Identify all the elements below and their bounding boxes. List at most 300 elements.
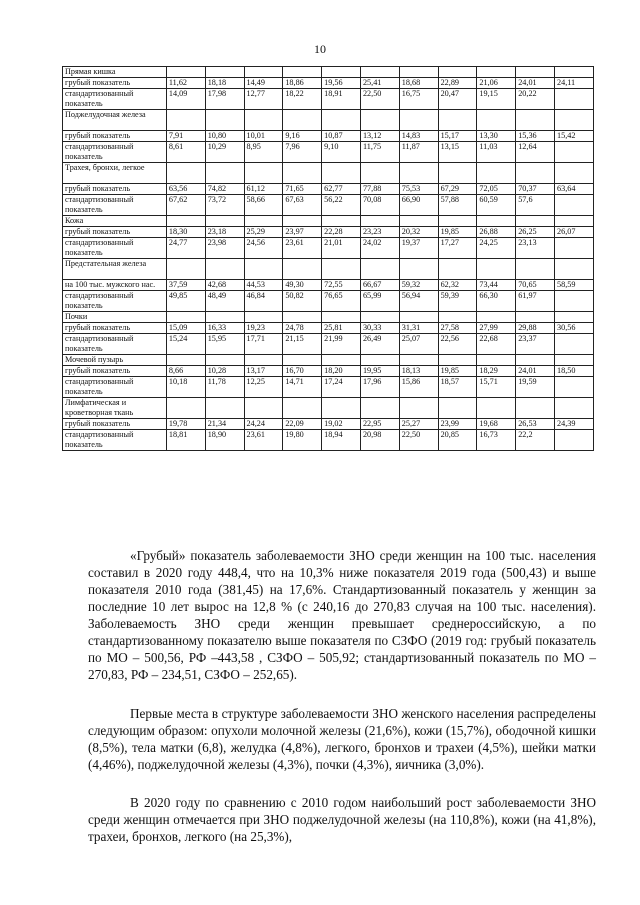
empty-cell [360, 355, 399, 366]
section-title: Кожа [63, 216, 167, 227]
empty-cell [244, 110, 283, 131]
value-cell: 8,66 [166, 366, 205, 377]
value-cell: 23,97 [283, 227, 322, 238]
empty-cell [360, 110, 399, 131]
section-header-row [63, 110, 594, 131]
empty-cell [205, 67, 244, 78]
value-cell: 26,07 [555, 227, 594, 238]
value-cell: 12,25 [244, 377, 283, 398]
value-cell: 24,02 [360, 238, 399, 259]
table-row [63, 280, 594, 291]
value-cell: 17,27 [438, 238, 477, 259]
table-row [63, 377, 594, 398]
empty-cell [516, 110, 555, 131]
value-cell: 14,49 [244, 78, 283, 89]
value-cell: 19,56 [322, 78, 361, 89]
empty-cell [244, 67, 283, 78]
value-cell: 18,81 [166, 430, 205, 451]
value-cell: 23,99 [438, 419, 477, 430]
value-cell: 24,25 [477, 238, 516, 259]
row-label: на 100 тыс. мужского нас. [63, 280, 167, 291]
value-cell: 19,15 [477, 89, 516, 110]
value-cell: 60,59 [477, 195, 516, 216]
empty-cell [555, 312, 594, 323]
value-cell: 75,53 [399, 184, 438, 195]
value-cell: 49,85 [166, 291, 205, 312]
value-cell: 10,80 [205, 131, 244, 142]
value-cell: 16,33 [205, 323, 244, 334]
value-cell: 17,24 [322, 377, 361, 398]
value-cell: 18,90 [205, 430, 244, 451]
section-header-row [63, 163, 594, 184]
value-cell: 61,97 [516, 291, 555, 312]
value-cell: 19,85 [438, 366, 477, 377]
empty-cell [283, 67, 322, 78]
empty-cell [360, 216, 399, 227]
value-cell: 16,70 [283, 366, 322, 377]
value-cell: 24,56 [244, 238, 283, 259]
value-cell: 63,64 [555, 184, 594, 195]
table-row [63, 291, 594, 312]
value-cell: 20,47 [438, 89, 477, 110]
value-cell: 23,61 [283, 238, 322, 259]
empty-cell [166, 163, 205, 184]
value-cell: 49,30 [283, 280, 322, 291]
empty-cell [283, 312, 322, 323]
value-cell: 15,09 [166, 323, 205, 334]
empty-cell [516, 259, 555, 280]
value-cell: 57,88 [438, 195, 477, 216]
empty-cell [166, 67, 205, 78]
value-cell: 66,67 [360, 280, 399, 291]
row-label: стандартизованный показатель [63, 377, 167, 398]
section-header-row [63, 398, 594, 419]
value-cell: 25,27 [399, 419, 438, 430]
value-cell: 10,28 [205, 366, 244, 377]
empty-cell [555, 259, 594, 280]
value-cell: 22,28 [322, 227, 361, 238]
row-label: грубый показатель [63, 366, 167, 377]
value-cell: 10,01 [244, 131, 283, 142]
value-cell: 9,10 [322, 142, 361, 163]
value-cell: 18,86 [283, 78, 322, 89]
value-cell: 59,39 [438, 291, 477, 312]
section-title: Мочевой пузырь [63, 355, 167, 366]
value-cell: 70,65 [516, 280, 555, 291]
empty-cell [477, 312, 516, 323]
section-title: Предстательная железа [63, 259, 167, 280]
value-cell: 18,68 [399, 78, 438, 89]
empty-cell [399, 216, 438, 227]
empty-cell [283, 216, 322, 227]
empty-cell [399, 312, 438, 323]
value-cell: 57,6 [516, 195, 555, 216]
value-cell: 21,99 [322, 334, 361, 355]
value-cell: 19,85 [438, 227, 477, 238]
value-cell: 72,05 [477, 184, 516, 195]
value-cell: 20,22 [516, 89, 555, 110]
row-label: стандартизованный показатель [63, 142, 167, 163]
value-cell: 73,44 [477, 280, 516, 291]
empty-cell [166, 110, 205, 131]
value-cell: 21,34 [205, 419, 244, 430]
value-cell: 10,87 [322, 131, 361, 142]
empty-cell [322, 259, 361, 280]
value-cell: 15,24 [166, 334, 205, 355]
value-cell: 18,29 [477, 366, 516, 377]
value-cell [555, 195, 594, 216]
empty-cell [555, 110, 594, 131]
value-cell: 18,20 [322, 366, 361, 377]
empty-cell [555, 398, 594, 419]
value-cell: 19,59 [516, 377, 555, 398]
empty-cell [360, 259, 399, 280]
table-row [63, 238, 594, 259]
empty-cell [166, 355, 205, 366]
value-cell: 10,18 [166, 377, 205, 398]
empty-cell [205, 216, 244, 227]
value-cell: 66,30 [477, 291, 516, 312]
empty-cell [399, 110, 438, 131]
value-cell: 13,15 [438, 142, 477, 163]
empty-cell [244, 398, 283, 419]
empty-cell [555, 216, 594, 227]
empty-cell [205, 163, 244, 184]
empty-cell [205, 312, 244, 323]
value-cell [555, 291, 594, 312]
empty-cell [438, 398, 477, 419]
value-cell [555, 238, 594, 259]
empty-cell [399, 163, 438, 184]
empty-cell [477, 259, 516, 280]
empty-cell [438, 163, 477, 184]
section-header-row [63, 355, 594, 366]
value-cell: 18,57 [438, 377, 477, 398]
value-cell: 19,23 [244, 323, 283, 334]
row-label: стандартизованный показатель [63, 89, 167, 110]
value-cell: 23,18 [205, 227, 244, 238]
empty-cell [322, 398, 361, 419]
empty-cell [283, 259, 322, 280]
empty-cell [438, 67, 477, 78]
empty-cell [244, 216, 283, 227]
section-title: Лимфатическая и кроветворная ткань [63, 398, 167, 419]
value-cell [555, 334, 594, 355]
empty-cell [205, 398, 244, 419]
value-cell: 22,89 [438, 78, 477, 89]
paragraph-text: «Грубый» показатель заболеваемости ЗНО среди женщин на 100 тыс. населения составил в 2020 году 448,4, что на 10,3% ниже показателя 2019 года (500,43) и выше показателя 2010 года (381,45) на 17,6%. Стандартизованный показатель у женщин за последние 10 лет вырос на 12,8 % (с 240,16 до 270,83 случая на 100 тыс. населения). Заболеваемость ЗНО среди женщин превышает среднероссийскую, а по стандартизованному показателю выше показателя по СЗФО (2019 год: грубый показатель по МО – 500,56, РФ –443,58 , СЗФО – 505,92; стандартизованный показатель по МО – 270,83, РФ – 234,51, СЗФО – 252,65). [88, 548, 596, 682]
page-number: 10 [314, 42, 326, 56]
value-cell: 50,82 [283, 291, 322, 312]
value-cell: 22,09 [283, 419, 322, 430]
value-cell: 21,15 [283, 334, 322, 355]
value-cell: 8,61 [166, 142, 205, 163]
value-cell: 15,71 [477, 377, 516, 398]
value-cell: 22,2 [516, 430, 555, 451]
value-cell: 48,49 [205, 291, 244, 312]
value-cell: 71,65 [283, 184, 322, 195]
empty-cell [516, 163, 555, 184]
empty-cell [322, 67, 361, 78]
value-cell: 17,98 [205, 89, 244, 110]
empty-cell [322, 312, 361, 323]
empty-cell [283, 163, 322, 184]
empty-cell [283, 355, 322, 366]
value-cell: 26,53 [516, 419, 555, 430]
value-cell [555, 89, 594, 110]
empty-cell [166, 216, 205, 227]
table-row [63, 366, 594, 377]
value-cell: 23,61 [244, 430, 283, 451]
value-cell: 56,94 [399, 291, 438, 312]
value-cell: 15,36 [516, 131, 555, 142]
value-cell: 12,77 [244, 89, 283, 110]
section-header-row [63, 259, 594, 280]
empty-cell [516, 216, 555, 227]
value-cell: 19,78 [166, 419, 205, 430]
section-title: Поджелудочная железа [63, 110, 167, 131]
value-cell: 23,98 [205, 238, 244, 259]
value-cell: 25,07 [399, 334, 438, 355]
value-cell: 30,33 [360, 323, 399, 334]
value-cell: 16,75 [399, 89, 438, 110]
empty-cell [555, 355, 594, 366]
value-cell: 18,30 [166, 227, 205, 238]
value-cell: 26,25 [516, 227, 555, 238]
empty-cell [438, 259, 477, 280]
value-cell: 37,59 [166, 280, 205, 291]
empty-cell [438, 355, 477, 366]
empty-cell [205, 355, 244, 366]
empty-cell [438, 216, 477, 227]
empty-cell [322, 355, 361, 366]
value-cell: 15,95 [205, 334, 244, 355]
value-cell: 62,32 [438, 280, 477, 291]
empty-cell [360, 163, 399, 184]
empty-cell [166, 312, 205, 323]
empty-cell [477, 216, 516, 227]
empty-cell [555, 67, 594, 78]
empty-cell [555, 163, 594, 184]
table-row [63, 227, 594, 238]
value-cell: 24,24 [244, 419, 283, 430]
empty-cell [477, 110, 516, 131]
value-cell: 10,29 [205, 142, 244, 163]
row-label: стандартизованный показатель [63, 238, 167, 259]
value-cell: 25,41 [360, 78, 399, 89]
value-cell: 67,63 [283, 195, 322, 216]
row-label: грубый показатель [63, 323, 167, 334]
empty-cell [477, 163, 516, 184]
value-cell: 23,37 [516, 334, 555, 355]
value-cell: 59,32 [399, 280, 438, 291]
section-title: Почки [63, 312, 167, 323]
value-cell: 21,06 [477, 78, 516, 89]
value-cell: 77,88 [360, 184, 399, 195]
empty-cell [438, 312, 477, 323]
value-cell: 22,50 [399, 430, 438, 451]
value-cell: 26,49 [360, 334, 399, 355]
empty-cell [322, 163, 361, 184]
value-cell: 14,83 [399, 131, 438, 142]
value-cell: 66,90 [399, 195, 438, 216]
empty-cell [283, 398, 322, 419]
value-cell: 11,87 [399, 142, 438, 163]
incidence-table [62, 66, 594, 451]
empty-cell [399, 398, 438, 419]
value-cell: 18,18 [205, 78, 244, 89]
section-title: Прямая кишка [63, 67, 167, 78]
value-cell: 22,56 [438, 334, 477, 355]
value-cell: 56,22 [322, 195, 361, 216]
table-row [63, 78, 594, 89]
value-cell: 22,95 [360, 419, 399, 430]
empty-cell [205, 259, 244, 280]
table-row [63, 184, 594, 195]
value-cell: 31,31 [399, 323, 438, 334]
value-cell: 24,77 [166, 238, 205, 259]
empty-cell [438, 110, 477, 131]
value-cell: 67,62 [166, 195, 205, 216]
table-row [63, 419, 594, 430]
row-label: грубый показатель [63, 184, 167, 195]
empty-cell [244, 259, 283, 280]
value-cell [555, 142, 594, 163]
table-row [63, 131, 594, 142]
value-cell: 73,72 [205, 195, 244, 216]
value-cell: 13,30 [477, 131, 516, 142]
empty-cell [360, 67, 399, 78]
value-cell: 7,96 [283, 142, 322, 163]
empty-cell [283, 110, 322, 131]
value-cell [555, 430, 594, 451]
value-cell: 13,12 [360, 131, 399, 142]
value-cell: 19,68 [477, 419, 516, 430]
empty-cell [399, 355, 438, 366]
section-title: Трахея, бронхи, легкое [63, 163, 167, 184]
value-cell: 18,22 [283, 89, 322, 110]
empty-cell [477, 67, 516, 78]
value-cell: 15,17 [438, 131, 477, 142]
value-cell: 23,23 [360, 227, 399, 238]
paragraph-text: В 2020 году по сравнению с 2010 годом наибольший рост заболеваемости ЗНО среди женщин отмечается при ЗНО поджелудочной железы (на 110,8%), кожи (на 41,8%), трахеи, бронхов, легкого (на 25,3%), [88, 795, 596, 844]
value-cell: 19,37 [399, 238, 438, 259]
value-cell: 12,64 [516, 142, 555, 163]
value-cell: 17,96 [360, 377, 399, 398]
value-cell: 18,91 [322, 89, 361, 110]
value-cell: 15,42 [555, 131, 594, 142]
empty-cell [322, 216, 361, 227]
empty-cell [399, 259, 438, 280]
value-cell: 16,73 [477, 430, 516, 451]
value-cell: 11,75 [360, 142, 399, 163]
value-cell: 11,62 [166, 78, 205, 89]
value-cell: 20,98 [360, 430, 399, 451]
value-cell: 76,65 [322, 291, 361, 312]
empty-cell [477, 355, 516, 366]
empty-cell [516, 398, 555, 419]
value-cell: 24,78 [283, 323, 322, 334]
value-cell: 20,85 [438, 430, 477, 451]
table-row [63, 142, 594, 163]
table-row [63, 195, 594, 216]
value-cell [555, 377, 594, 398]
value-cell: 13,17 [244, 366, 283, 377]
empty-cell [399, 67, 438, 78]
value-cell: 58,66 [244, 195, 283, 216]
value-cell: 20,32 [399, 227, 438, 238]
value-cell: 58,59 [555, 280, 594, 291]
table-row [63, 430, 594, 451]
row-label: грубый показатель [63, 227, 167, 238]
value-cell: 24,39 [555, 419, 594, 430]
row-label: стандартизованный показатель [63, 195, 167, 216]
value-cell: 18,13 [399, 366, 438, 377]
value-cell: 21,01 [322, 238, 361, 259]
value-cell: 67,29 [438, 184, 477, 195]
empty-cell [322, 110, 361, 131]
row-label: грубый показатель [63, 131, 167, 142]
value-cell: 14,09 [166, 89, 205, 110]
empty-cell [360, 312, 399, 323]
value-cell: 22,50 [360, 89, 399, 110]
value-cell: 27,99 [477, 323, 516, 334]
value-cell: 62,77 [322, 184, 361, 195]
empty-cell [516, 355, 555, 366]
empty-cell [244, 312, 283, 323]
value-cell: 18,50 [555, 366, 594, 377]
value-cell: 63,56 [166, 184, 205, 195]
paragraph-2 [88, 705, 596, 773]
empty-cell [166, 259, 205, 280]
value-cell: 26,88 [477, 227, 516, 238]
table-row [63, 334, 594, 355]
value-cell: 18,94 [322, 430, 361, 451]
value-cell: 17,71 [244, 334, 283, 355]
section-header-row [63, 312, 594, 323]
row-label: стандартизованный показатель [63, 430, 167, 451]
value-cell: 8,95 [244, 142, 283, 163]
value-cell: 30,56 [555, 323, 594, 334]
section-header-row [63, 216, 594, 227]
row-label: грубый показатель [63, 78, 167, 89]
empty-cell [166, 398, 205, 419]
empty-cell [244, 163, 283, 184]
value-cell: 24,11 [555, 78, 594, 89]
value-cell: 27,58 [438, 323, 477, 334]
value-cell: 7,91 [166, 131, 205, 142]
value-cell: 19,02 [322, 419, 361, 430]
paragraph-1 [88, 547, 596, 683]
value-cell: 15,86 [399, 377, 438, 398]
value-cell: 61,12 [244, 184, 283, 195]
table-row [63, 323, 594, 334]
value-cell: 25,29 [244, 227, 283, 238]
empty-cell [516, 67, 555, 78]
row-label: стандартизованный показатель [63, 291, 167, 312]
value-cell: 24,01 [516, 78, 555, 89]
value-cell: 14,71 [283, 377, 322, 398]
value-cell: 19,80 [283, 430, 322, 451]
row-label: грубый показатель [63, 419, 167, 430]
value-cell: 11,03 [477, 142, 516, 163]
value-cell: 24,01 [516, 366, 555, 377]
value-cell: 72,55 [322, 280, 361, 291]
value-cell: 70,08 [360, 195, 399, 216]
value-cell: 9,16 [283, 131, 322, 142]
value-cell: 23,13 [516, 238, 555, 259]
value-cell: 29,88 [516, 323, 555, 334]
